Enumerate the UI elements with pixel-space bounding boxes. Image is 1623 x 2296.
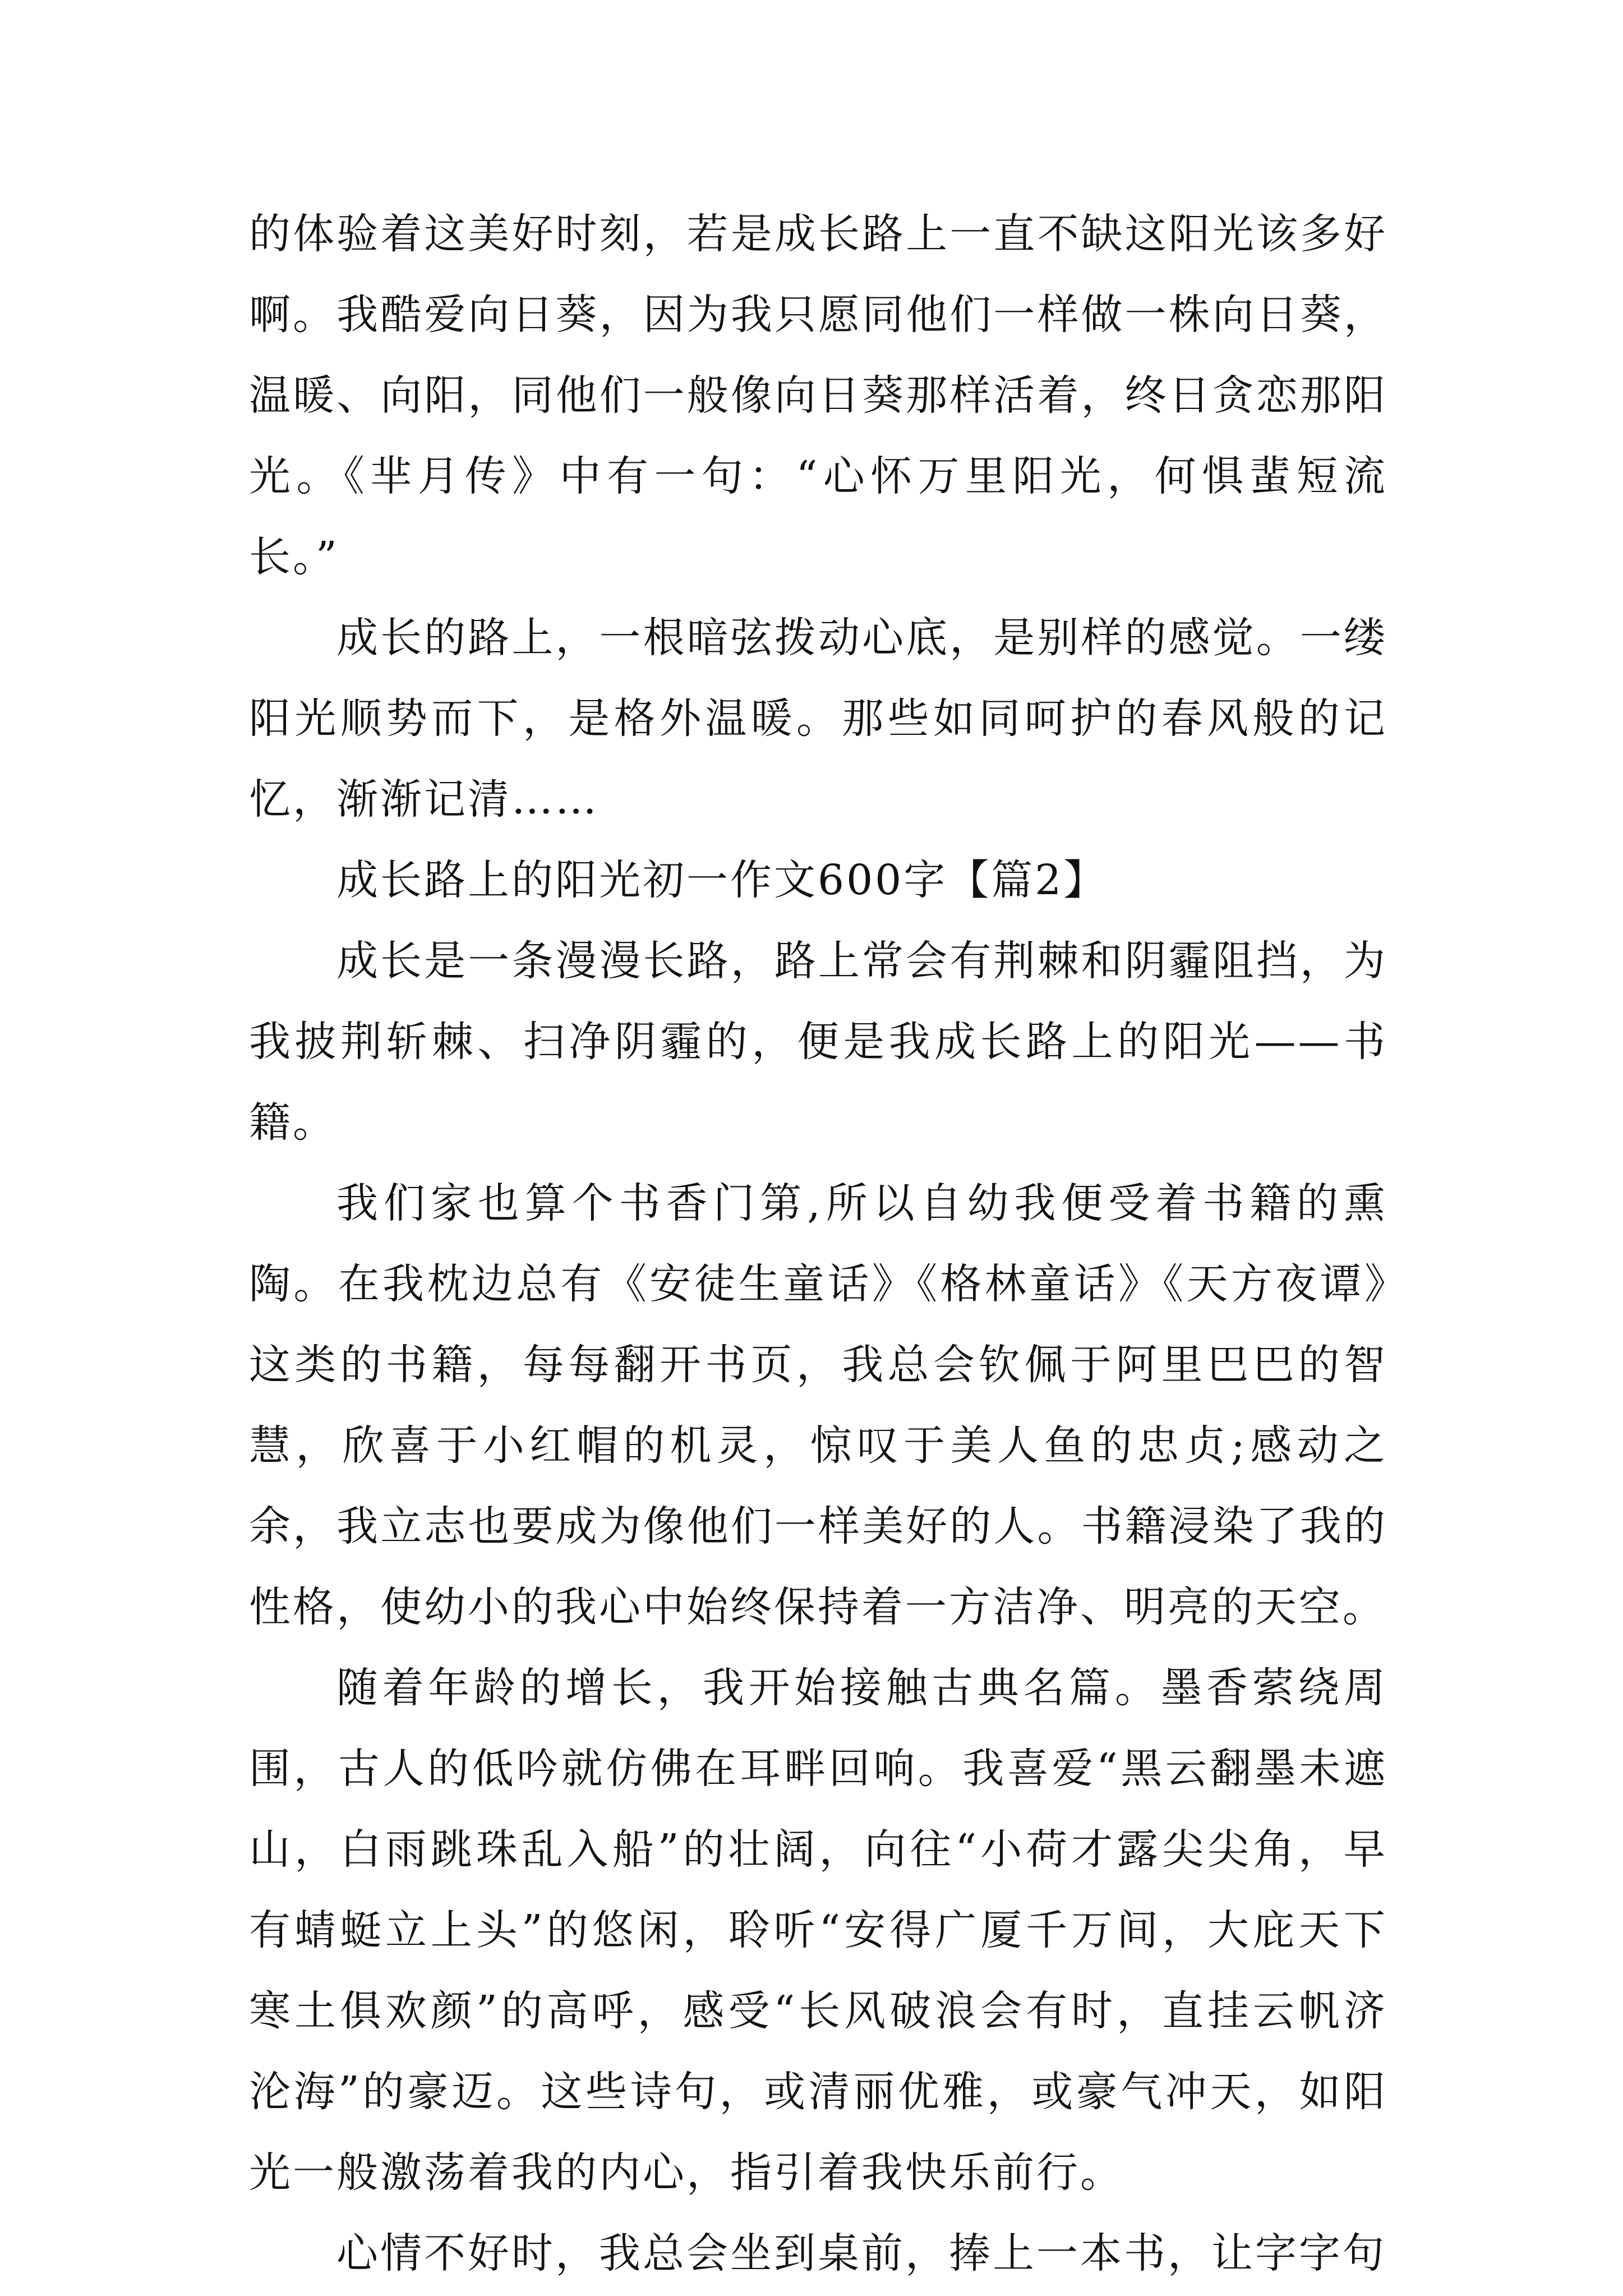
- paragraph-truncated: 心情不好时，我总会坐到桌前，捧上一本书，让字字句: [336, 2229, 1386, 2277]
- section-heading: 成长路上的阳光初一作文600字【篇2】: [336, 856, 1108, 904]
- article-body: [249, 194, 1387, 2294]
- paragraph: 成长是一条漫漫长路，路上常会有荆棘和阴霾阻挡，为我披荆斩棘、扫净阴霾的，便是我成长路上的阳光——书籍。: [249, 937, 1387, 1147]
- paragraph: 随着年龄的增长，我开始接触古典名篇。墨香萦绕周围，古人的低吟就仿佛在耳畔回响。我喜爱“黑云翻墨未遮山，白雨跳珠乱入船”的壮阔，向往“小荷才露尖尖角，早有蜻蜓立上头”的悠闲，聆听“安得广厦千万间，大庇天下寒土俱欢颜”的高呼，感受“长风破浪会有时，直挂云帆济沦海”的豪迈。这些诗句，或清丽优雅，或豪气冲天，如阳光一般激荡着我的内心，指引着我快乐前行。: [249, 1664, 1387, 2197]
- paragraph: 成长的路上，一根暗弦拨动心底，是别样的感觉。一缕阳光顺势而下，是格外温暖。那些如同呵护的春风般的记忆，渐渐记清……: [249, 614, 1387, 823]
- paragraph-continued: 的体验着这美好时刻，若是成长路上一直不缺这阳光该多好啊。我酷爱向日葵，因为我只愿同他们一样做一株向日葵，温暖、向阳，同他们一般像向日葵那样活着，终日贪恋那阳光。《芈月传》中有一句：“心怀万里阳光，何惧蜚短流长。”: [249, 210, 1387, 581]
- paragraph: 我们家也算个书香门第,所以自幼我便受着书籍的熏陶。在我枕边总有《安徒生童话》《格林童话》《天方夜谭》这类的书籍，每每翻开书页，我总会钦佩于阿里巴巴的智慧，欣喜于小红帽的机灵，惊叹于美人鱼的忠贞;感动之余，我立志也要成为像他们一样美好的人。书籍浸染了我的性格，使幼小的我心中始终保持着一方洁净、明亮的天空。: [249, 1179, 1387, 1631]
